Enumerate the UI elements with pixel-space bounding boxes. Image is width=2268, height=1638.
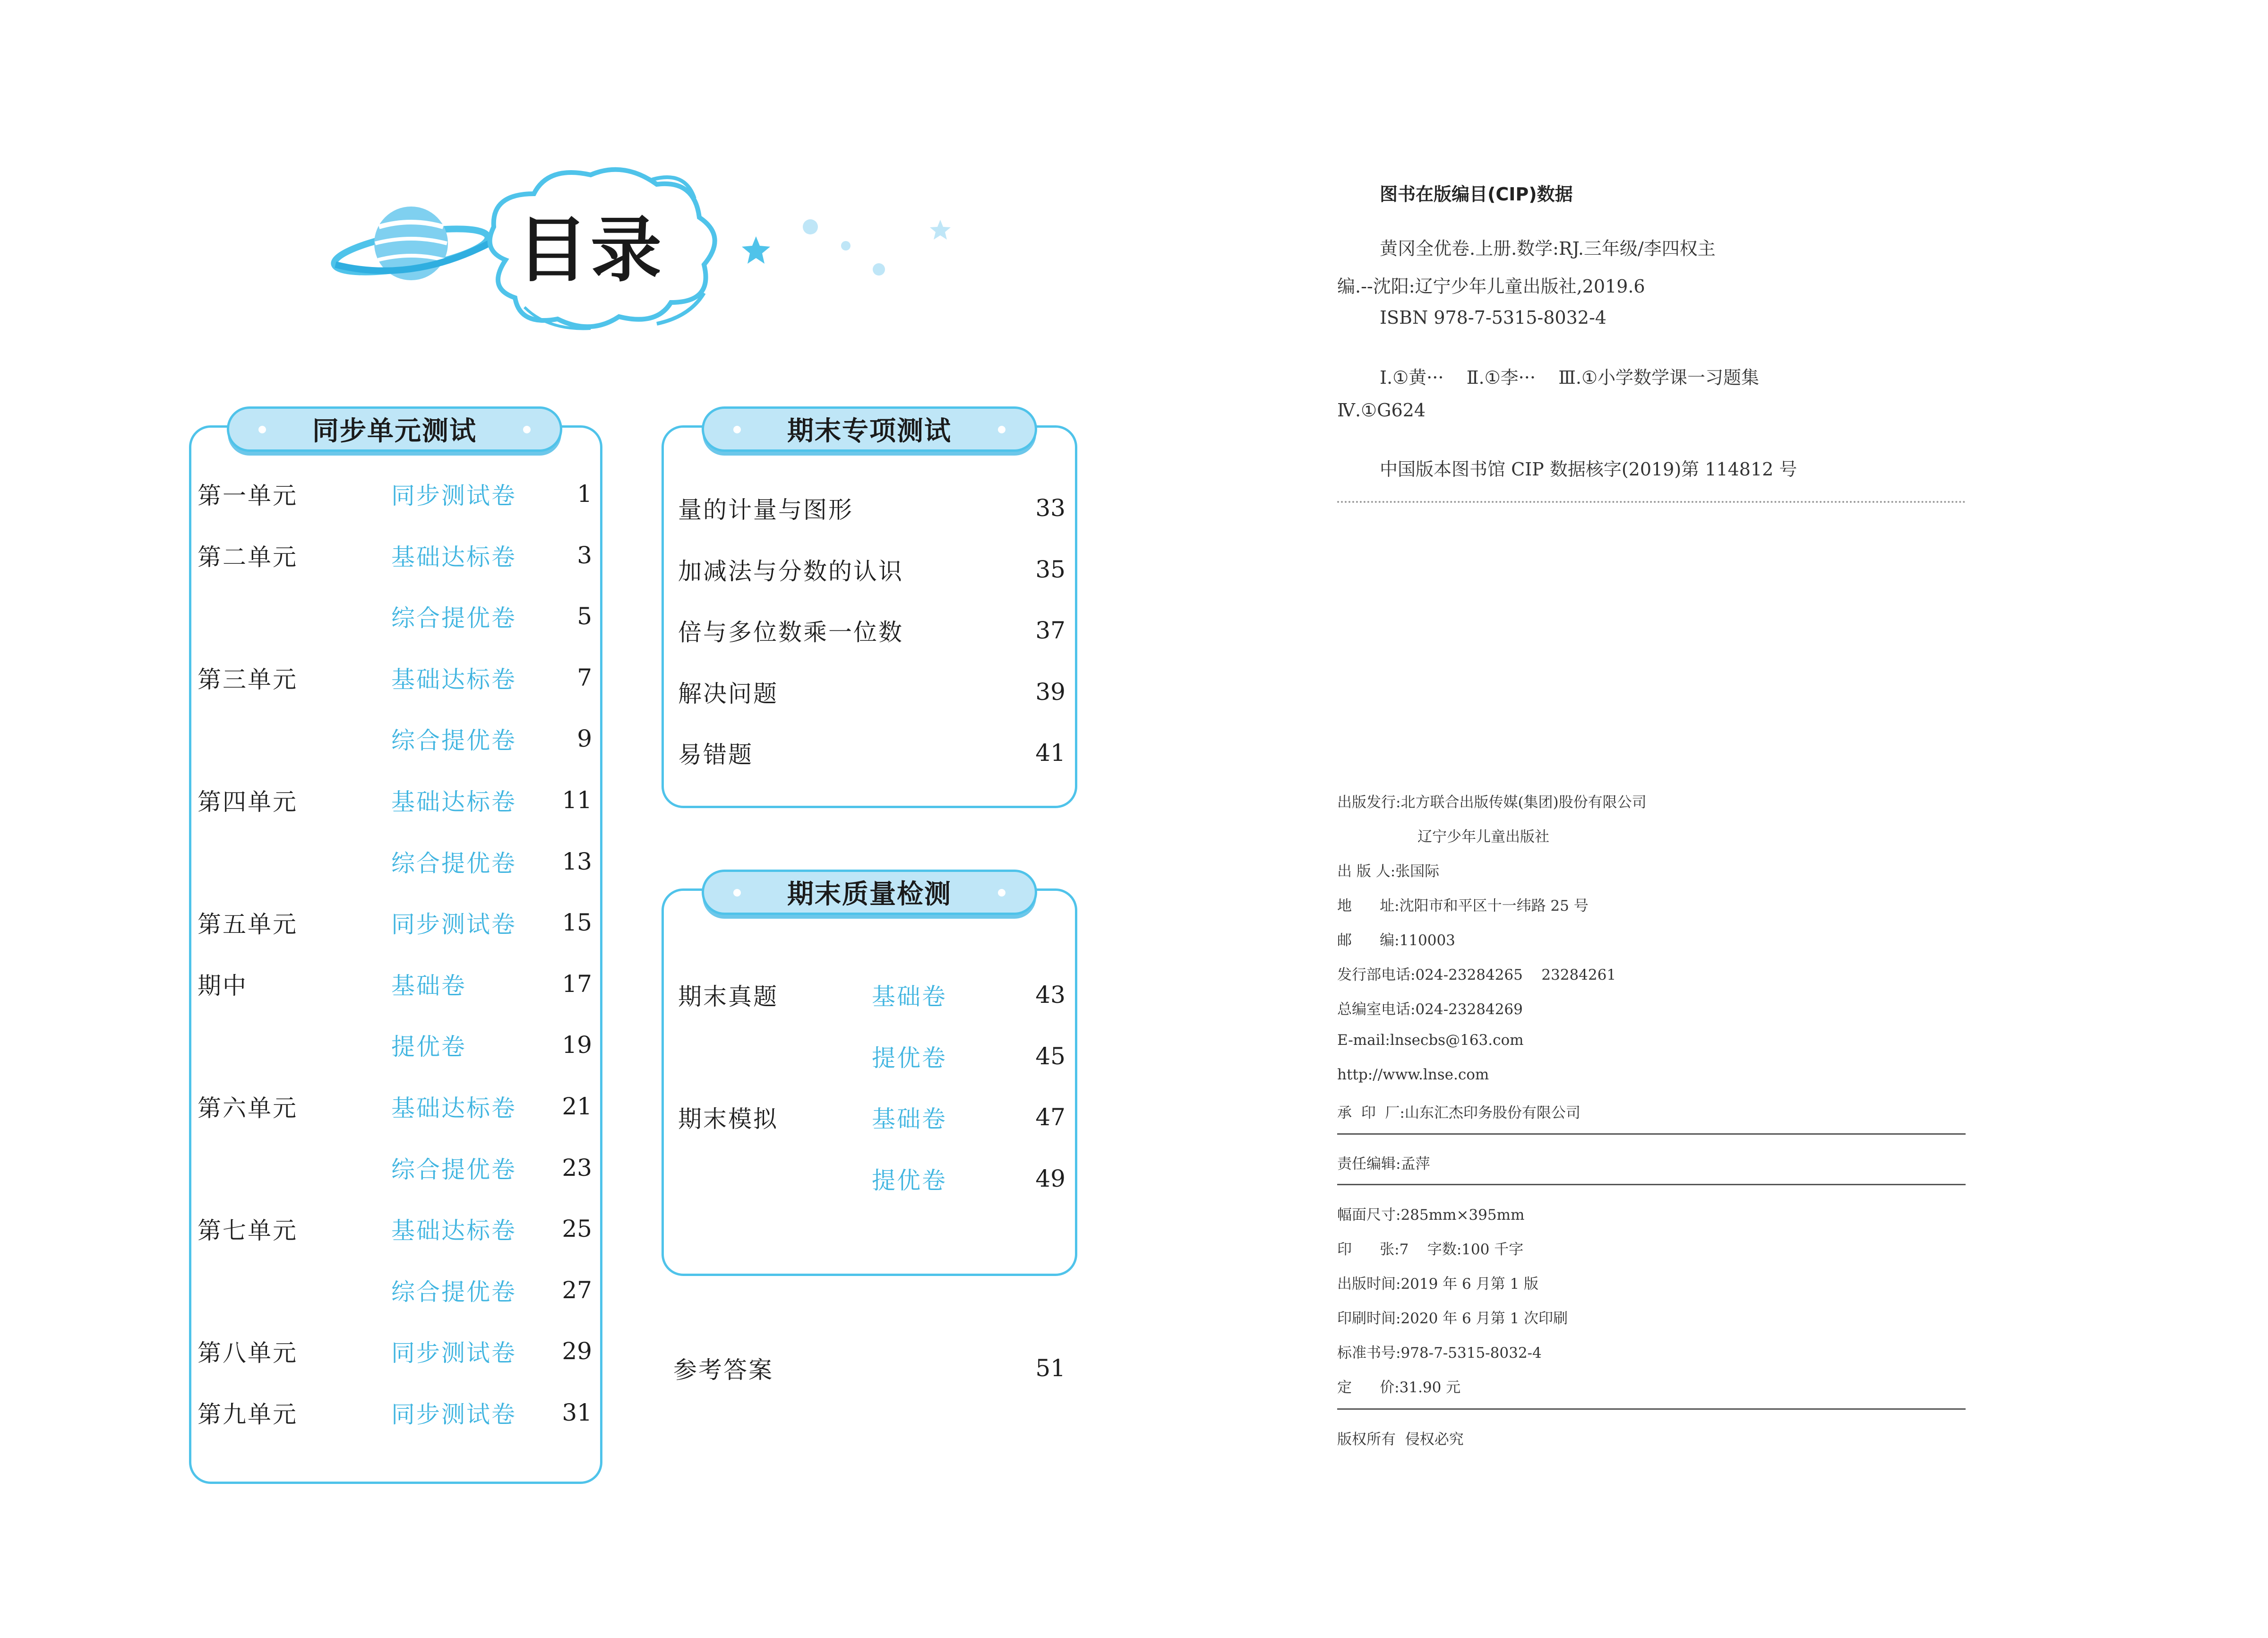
toc-row-type: 基础达标卷	[391, 788, 516, 816]
cip-line1: 黄冈全优卷.上册.数学:RJ.三年级/李四权主	[1380, 238, 1716, 259]
toc-row-page: 47	[1035, 1103, 1065, 1131]
quality-section-header	[702, 870, 1037, 915]
toc-row[interactable]	[198, 1203, 592, 1255]
toc-row-type: 综合提优卷	[391, 604, 516, 632]
sync-section-title: 同步单元测试	[312, 416, 477, 447]
toc-row[interactable]	[678, 1153, 1065, 1205]
toc-row-page: 15	[562, 909, 592, 937]
toc-row-page: 13	[562, 847, 592, 875]
toc-row-page: 3	[577, 541, 592, 569]
dotted-divider	[1337, 501, 1966, 503]
toc-row-type: 综合提优卷	[391, 1155, 516, 1183]
toc-row-unit: 第一单元	[198, 482, 298, 509]
toc-row[interactable]	[198, 897, 592, 948]
toc-row-page: 17	[562, 970, 592, 998]
toc-row-page: 5	[577, 603, 592, 630]
toc-row-unit: 解决问题	[678, 680, 778, 707]
toc-row-type: 基础达标卷	[391, 1095, 516, 1122]
cip-line2: 编.--沈阳:辽宁少年儿童出版社,2019.6	[1337, 276, 1645, 297]
cip-line4: Ⅰ.①黄··· Ⅱ.①李··· Ⅲ.①小学数学课一习题集	[1380, 367, 1760, 388]
toc-row-unit: 倍与多位数乘一位数	[678, 619, 903, 647]
pub-printer: 承 印 厂:山东汇杰印务股份有限公司	[1337, 1104, 1581, 1121]
toc-row-page: 27	[562, 1276, 592, 1304]
book-number: 标准书号:978-7-5315-8032-4	[1337, 1345, 1542, 1362]
sync-section-header	[227, 406, 562, 452]
toc-row-type: 基础达标卷	[391, 543, 516, 571]
toc-row-page: 25	[562, 1215, 592, 1243]
toc-row-type: 同步测试卷	[391, 1401, 516, 1428]
cip-core: 中国版本图书馆 CIP 数据核字(2019)第 114812 号	[1380, 459, 1797, 480]
pub-date: 出版时间:2019 年 6 月第 1 版	[1337, 1276, 1539, 1293]
toc-row-unit: 加减法与分数的认识	[678, 557, 903, 585]
toc-row-unit: 期中	[198, 972, 248, 1000]
pub-sales-phone: 发行部电话:024-23284265 23284261	[1337, 966, 1616, 983]
pub-distribution: 出版发行:北方联合出版传媒(集团)股份有限公司	[1337, 794, 1647, 811]
toc-row-type: 同步测试卷	[391, 1339, 516, 1367]
toc-row-unit: 第六单元	[198, 1095, 298, 1122]
toc-row[interactable]	[198, 1387, 592, 1439]
toc-row[interactable]	[198, 1019, 592, 1071]
toc-row[interactable]	[198, 713, 592, 765]
toc-row[interactable]	[198, 590, 592, 642]
pub-office-phone: 总编室电话:024-23284269	[1337, 1001, 1523, 1018]
toc-row-unit: 期末真题	[678, 983, 778, 1010]
divider	[1337, 1184, 1966, 1185]
star-icon	[930, 220, 951, 240]
toc-row-page: 11	[562, 786, 592, 814]
toc-row-type: 基础卷	[872, 983, 947, 1010]
toc-row-page: 21	[562, 1093, 592, 1120]
toc-row-unit: 第二单元	[198, 543, 298, 571]
toc-row-page: 45	[1035, 1042, 1065, 1070]
toc-title: 目录	[516, 209, 664, 292]
toc-row-type: 综合提优卷	[391, 849, 516, 877]
toc-row[interactable]	[678, 1091, 1065, 1143]
toc-row-page: 43	[1035, 981, 1065, 1009]
toc-row-page: 1	[577, 480, 592, 508]
toc-row-page: 7	[577, 664, 592, 691]
toc-row-type: 基础卷	[391, 972, 466, 1000]
toc-row-type: 提优卷	[872, 1044, 947, 1072]
print-date: 印刷时间:2020 年 6 月第 1 次印刷	[1337, 1310, 1568, 1327]
toc-row-page: 35	[1035, 555, 1065, 583]
toc-row-unit: 第九单元	[198, 1401, 298, 1428]
toc-row-type: 同步测试卷	[391, 911, 516, 939]
answers-label: 参考答案	[673, 1356, 773, 1384]
toc-row[interactable]	[198, 529, 592, 581]
dot-icon	[841, 241, 850, 250]
cip-isbn: ISBN 978-7-5315-8032-4	[1380, 307, 1606, 328]
toc-row[interactable]	[678, 604, 1065, 656]
toc-row[interactable]	[678, 1030, 1065, 1082]
toc-row[interactable]	[198, 1080, 592, 1132]
toc-row-page: 37	[1035, 617, 1065, 645]
answers-row[interactable]	[673, 1342, 1065, 1394]
pub-address: 地 址:沈阳市和平区十一纬路 25 号	[1337, 897, 1589, 914]
toc-row-page: 49	[1035, 1164, 1065, 1192]
price: 定 价:31.90 元	[1337, 1379, 1461, 1396]
toc-row[interactable]	[198, 1325, 592, 1377]
toc-row[interactable]	[198, 652, 592, 704]
toc-row-unit: 期末模拟	[678, 1105, 778, 1133]
quality-section-title: 期末质量检测	[787, 879, 952, 910]
toc-row[interactable]	[198, 1264, 592, 1316]
pub-editor: 责任编辑:孟萍	[1337, 1155, 1430, 1172]
toc-row-unit: 第七单元	[198, 1217, 298, 1245]
pub-email[interactable]: E-mail:lnsecbs@163.com	[1337, 1032, 1524, 1049]
divider	[1337, 1408, 1966, 1410]
toc-row-page: 31	[562, 1399, 592, 1426]
toc-row-type: 提优卷	[391, 1033, 466, 1061]
toc-row[interactable]	[198, 836, 592, 888]
toc-row-type: 综合提优卷	[391, 727, 516, 755]
pub-website[interactable]: http://www.lnse.com	[1337, 1066, 1489, 1083]
toc-row-page: 29	[562, 1337, 592, 1365]
special-section-title: 期末专项测试	[787, 416, 952, 447]
toc-row[interactable]	[678, 482, 1065, 534]
pub-person: 出 版 人:张国际	[1337, 863, 1440, 880]
toc-row-page: 23	[562, 1154, 592, 1181]
toc-row-unit: 易错题	[678, 741, 753, 769]
toc-row-type: 基础达标卷	[391, 1217, 516, 1245]
cip-heading: 图书在版编目(CIP)数据	[1380, 184, 1573, 205]
toc-row-page: 33	[1035, 494, 1065, 522]
cip-line5: Ⅳ.①G624	[1337, 400, 1426, 421]
rights-notice: 版权所有 侵权必究	[1337, 1431, 1464, 1448]
toc-row-type: 综合提优卷	[391, 1278, 516, 1306]
toc-row-page: 19	[562, 1031, 592, 1059]
toc-row[interactable]	[678, 727, 1065, 779]
toc-row-page: 39	[1035, 678, 1065, 706]
toc-row[interactable]	[678, 543, 1065, 595]
divider	[1337, 1133, 1966, 1135]
star-icon	[742, 236, 770, 264]
toc-row[interactable]	[198, 468, 592, 520]
toc-row-page: 9	[577, 725, 592, 753]
pub-sheets-words: 印 张:7 字数:100 千字	[1337, 1241, 1524, 1258]
pub-press: 辽宁少年儿童出版社	[1418, 828, 1549, 845]
quality-section-box	[662, 888, 1077, 1276]
toc-row[interactable]	[198, 774, 592, 826]
toc-row-unit: 第八单元	[198, 1339, 298, 1367]
toc-row[interactable]	[678, 666, 1065, 718]
toc-row[interactable]	[198, 958, 592, 1010]
toc-row-unit: 第五单元	[198, 911, 298, 939]
dot-icon	[873, 263, 885, 276]
toc-row[interactable]	[678, 969, 1065, 1021]
answers-page: 51	[1035, 1354, 1065, 1382]
toc-row[interactable]	[198, 1142, 592, 1194]
pub-format: 幅面尺寸:285mm×395mm	[1337, 1207, 1525, 1224]
toc-row-type: 同步测试卷	[391, 482, 516, 509]
toc-row-unit: 第三单元	[198, 665, 298, 693]
toc-row-type: 基础达标卷	[391, 665, 516, 693]
toc-row-type: 提优卷	[872, 1166, 947, 1194]
toc-row-unit: 第四单元	[198, 788, 298, 816]
dot-icon	[803, 219, 818, 234]
pub-postcode: 邮 编:110003	[1337, 932, 1455, 949]
special-section-header	[702, 406, 1037, 452]
toc-row-unit: 量的计量与图形	[678, 496, 853, 524]
toc-row-type: 基础卷	[872, 1105, 947, 1133]
toc-row-page: 41	[1035, 739, 1065, 767]
planet-icon	[331, 207, 490, 281]
